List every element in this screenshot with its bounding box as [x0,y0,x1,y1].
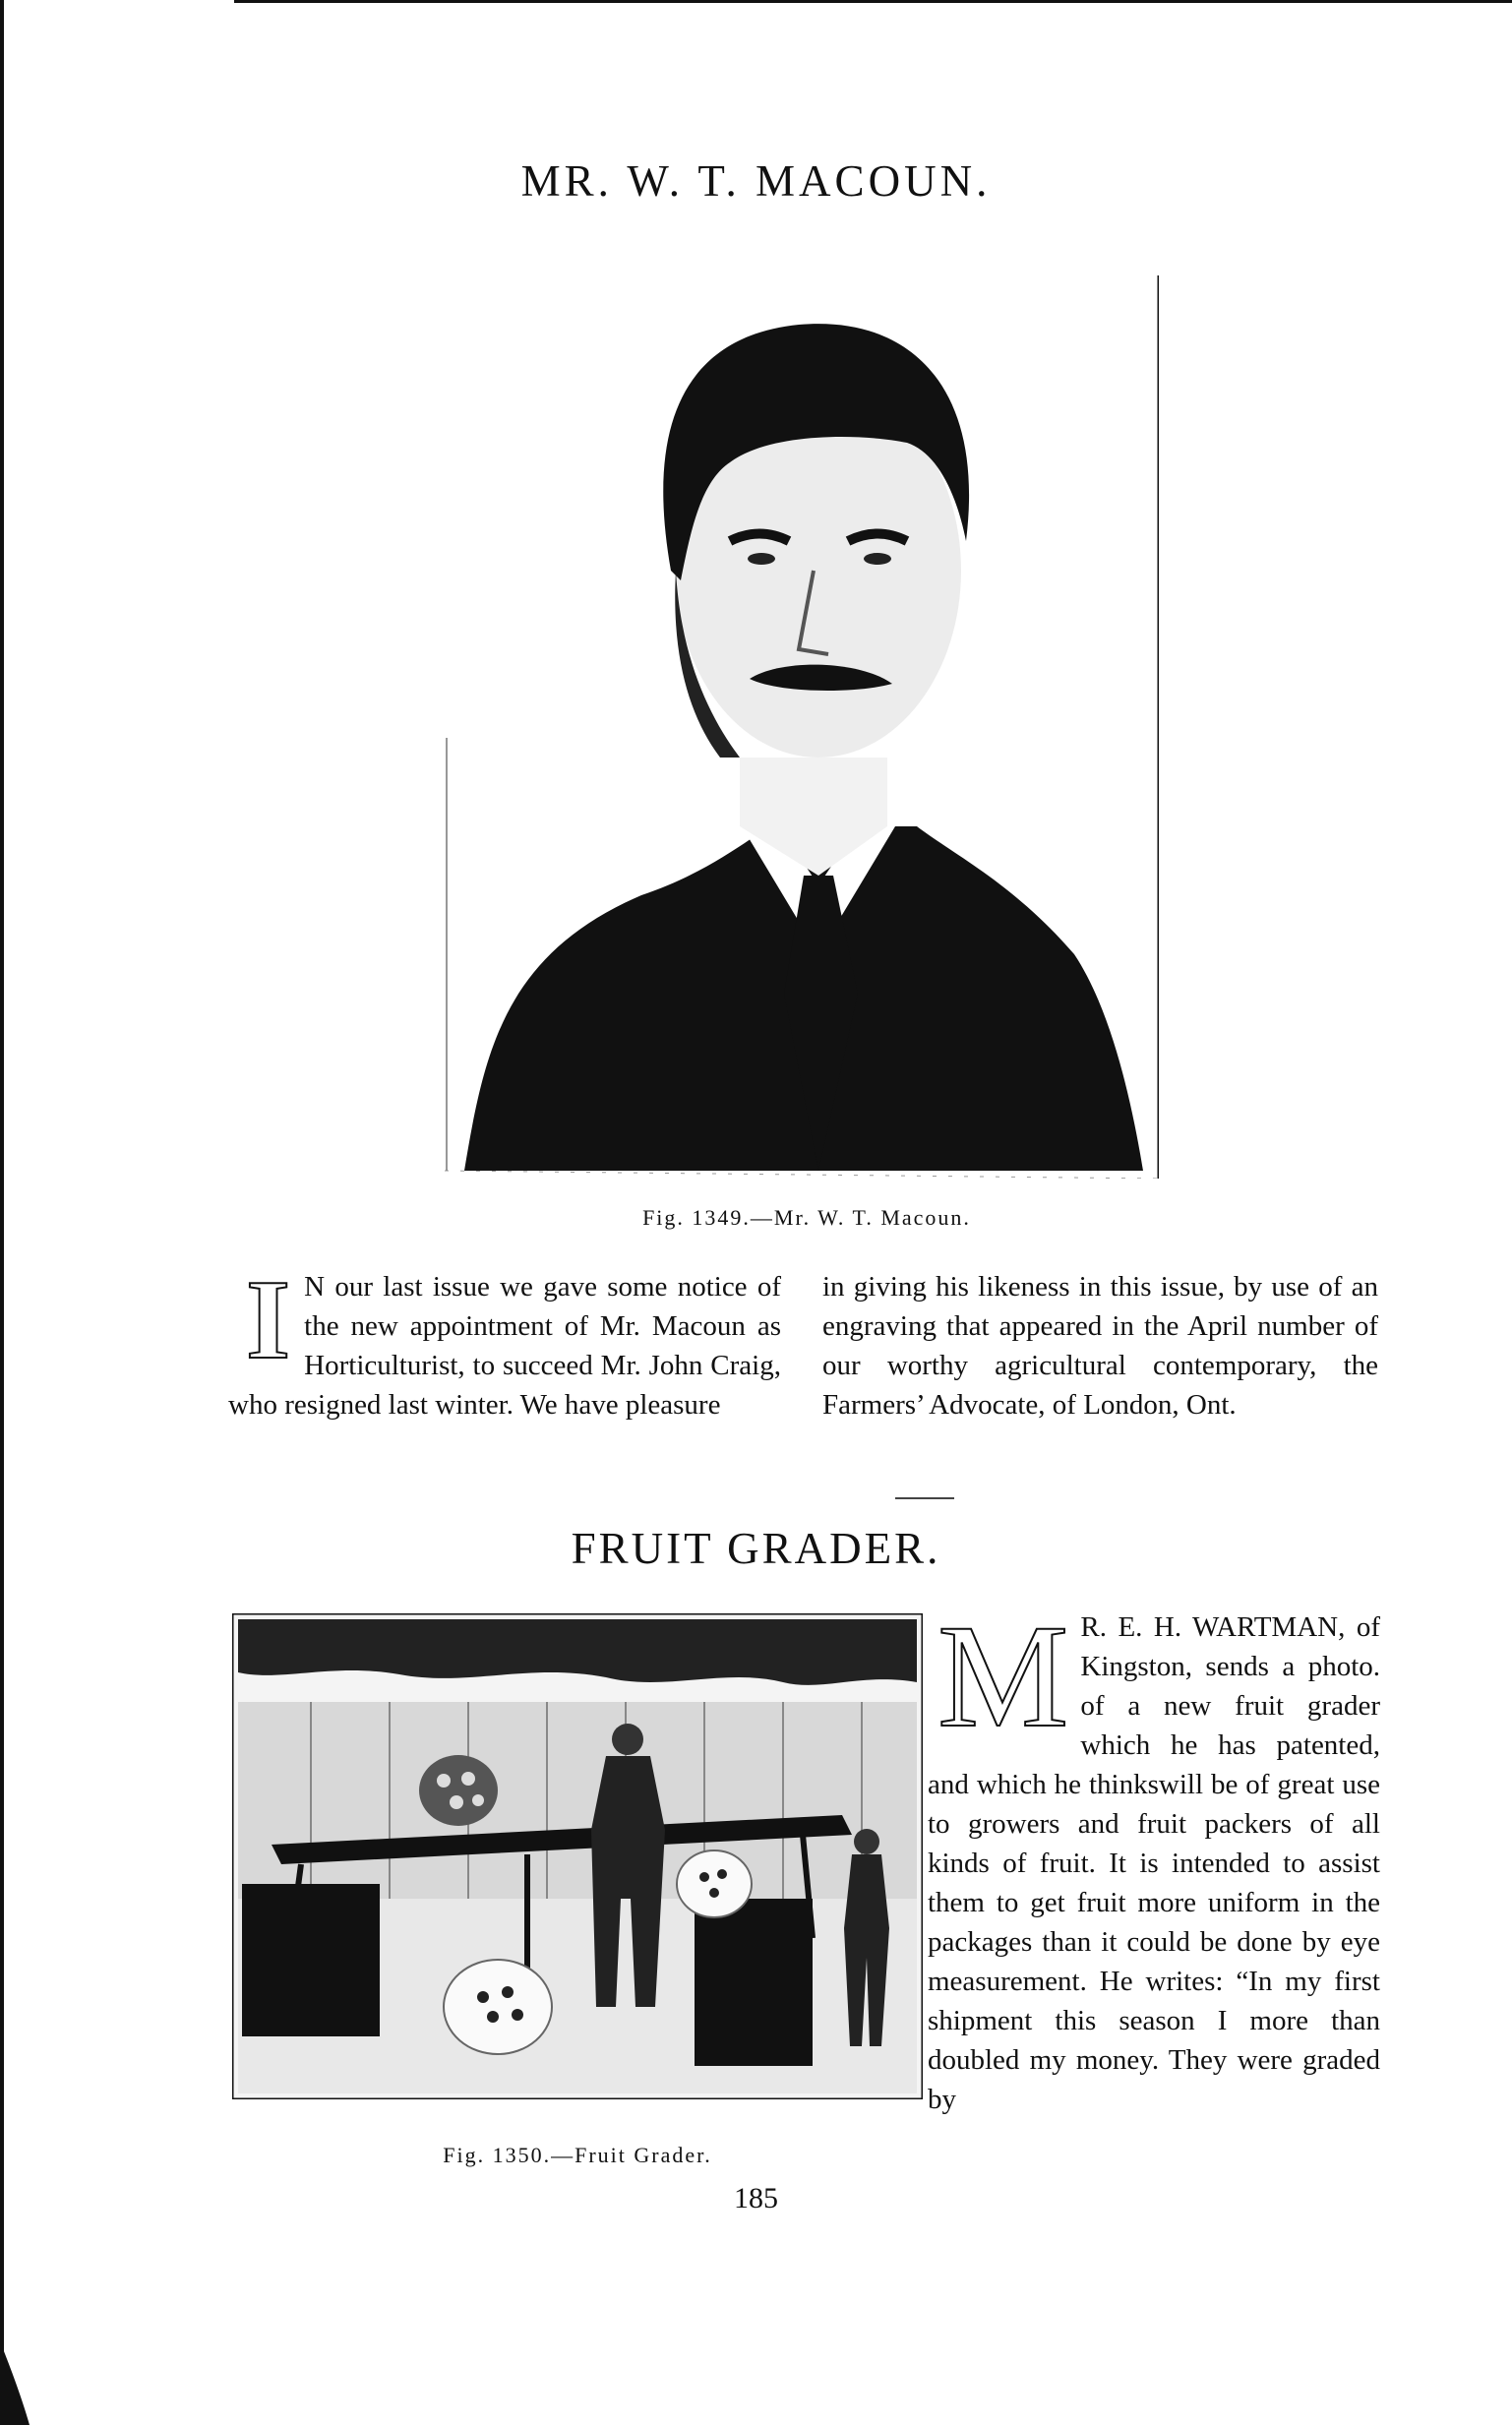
page-spine-edge [0,0,30,2425]
section-separator [895,1497,954,1499]
article-1-left-text: N our last issue we gave some notice of the new appointment of Mr. Macoun as Horticulturist, to succeed Mr. John Craig, who resigned last winter. We have pleasure [228,1271,781,1421]
drop-cap-m: M [937,1595,1069,1758]
page-title: MR. W. T. MACOUN. [520,156,992,206]
article-2-column [928,1595,1380,2119]
section-title: FRUIT GRADER. [571,1524,941,1573]
drop-cap-i: I [246,1257,291,1383]
figure-1-caption: Fig. 1349.—Mr. W. T. Macoun. [642,1205,971,1230]
figure-2-caption: Fig. 1350.—Fruit Grader. [443,2143,712,2167]
top-rule [234,0,1512,3]
article-1-right-column: in giving his likeness in this issue, by use of an engraving that appeared in the April number of our worthy agricultural contemporary, the Farmers’ Advocate, of London, Ont. [822,1271,1378,1421]
article-1-left-column [228,1257,781,1425]
portrait-photo [445,246,1159,1179]
fruit-grader-photo [232,1613,923,2099]
page-number: 185 [734,2182,778,2214]
article-2-text: R. E. H. WARTMAN, of Kingston, sends a photo. of a new fruit grader which he has patented, and which he thinkswill be of great use to growers and fruit packers of all kinds of fruit. It is intended to assist them to get fruit more uniform in the packages than it could be done by eye measurement. He writes: “In my first shipment this season I more than doubled my money. They were graded by [928,1611,1380,2115]
